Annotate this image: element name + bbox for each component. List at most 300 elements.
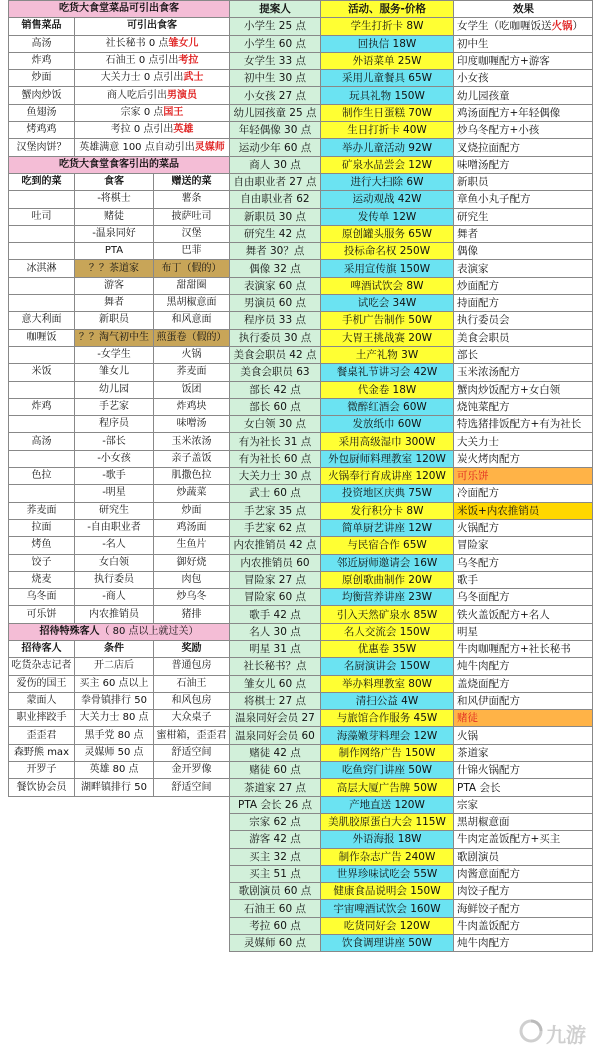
table-cell: 乌冬面配方 bbox=[454, 589, 593, 606]
table-cell: 炸鸡块 bbox=[154, 398, 230, 415]
table-row bbox=[230, 70, 593, 87]
table-cell bbox=[9, 243, 75, 260]
table-cell: 火锅配方 bbox=[454, 519, 593, 536]
table-cell: 考拉 60 点 bbox=[230, 917, 321, 934]
table-cell: 黑胡椒意面 bbox=[454, 813, 593, 830]
table-cell: 研究生 42 点 bbox=[230, 225, 321, 242]
table-cell: 肉饺子配方 bbox=[454, 883, 593, 900]
table-cell: 执行委员会 bbox=[454, 312, 593, 329]
table-cell: 歌手 42 点 bbox=[230, 606, 321, 623]
table-cell: 烤鸡鸡 bbox=[9, 122, 75, 139]
table-cell: 歪歪君 bbox=[9, 727, 75, 744]
table-cell: 拳骨镇排行 50 bbox=[75, 692, 154, 709]
table-row bbox=[230, 710, 593, 727]
table-row bbox=[230, 813, 593, 830]
table-cell: 叉烧拉面配方 bbox=[454, 139, 593, 156]
table-row bbox=[9, 35, 230, 52]
table-cell: 炸鸡 bbox=[9, 52, 75, 69]
table-cell: 吃鱼窍门讲座 50W bbox=[321, 762, 454, 779]
column-header-row bbox=[9, 640, 230, 657]
table-cell: 烤鱼 bbox=[9, 537, 75, 554]
column-header-row bbox=[9, 18, 230, 35]
table-row bbox=[230, 502, 593, 519]
table-cell: 开罗子 bbox=[9, 762, 75, 779]
table-cell: 啤酒试饮会 8W bbox=[321, 277, 454, 294]
highlight-text: 考拉 bbox=[178, 55, 199, 67]
table-cell: 生鱼片 bbox=[154, 537, 230, 554]
table-cell: 鸡汤面 bbox=[154, 519, 230, 536]
table-row bbox=[230, 398, 593, 415]
table-row bbox=[230, 416, 593, 433]
table-row bbox=[230, 519, 593, 536]
table-cell: 食客 bbox=[75, 173, 154, 190]
table-cell: 温泉同好会员 27 bbox=[230, 710, 321, 727]
table-row bbox=[230, 122, 593, 139]
section-title: 吃货大食堂菜品可引出食客 bbox=[9, 1, 230, 18]
table-cell: 年轻偶像 30 点 bbox=[230, 122, 321, 139]
table-cell: 初中生 30 点 bbox=[230, 70, 321, 87]
table-cell: 内农推销员 bbox=[75, 606, 154, 623]
table-cell: 湖畔镇排行 50 bbox=[75, 779, 154, 796]
table-cell: 可乐饼 bbox=[9, 606, 75, 623]
table-cell: 小女孩 bbox=[454, 70, 593, 87]
table-cell: -名人 bbox=[75, 537, 154, 554]
table-cell: 玩具礼物 150W bbox=[321, 87, 454, 104]
table-cell: 小学生 60 点 bbox=[230, 35, 321, 52]
table-cell: 有为社长 31 点 bbox=[230, 433, 321, 450]
highlight-text: 国王 bbox=[163, 106, 184, 118]
table-cell: 荞麦面 bbox=[9, 502, 75, 519]
swirl-logo-icon bbox=[518, 1018, 546, 1049]
table-cell: 外包厨师料理教室 120W bbox=[321, 450, 454, 467]
table-cell: 举办儿童活动 92W bbox=[321, 139, 454, 156]
table-row bbox=[230, 744, 593, 761]
table-cell: 舞者 30？点 bbox=[230, 243, 321, 260]
table-cell: 灵媒师 50 点 bbox=[75, 744, 154, 761]
table-row bbox=[9, 243, 230, 260]
table-row bbox=[230, 156, 593, 173]
table-cell: 大胃王挑战赛 20W bbox=[321, 329, 454, 346]
table-cell: 牛肉盖饭配方 bbox=[454, 917, 593, 934]
table-cell: 名厨演讲会 150W bbox=[321, 658, 454, 675]
table-row bbox=[9, 537, 230, 554]
watermark-text: 九游 bbox=[546, 1023, 586, 1047]
table-row bbox=[230, 208, 593, 225]
table-cell bbox=[75, 35, 230, 52]
table-cell: 蟹肉炒饭配方+女白领 bbox=[454, 381, 593, 398]
table-row bbox=[9, 122, 230, 139]
table-cell: 发传单 12W bbox=[321, 208, 454, 225]
table-cell: 开二店后 bbox=[75, 658, 154, 675]
table-cell: 投标命名权 250W bbox=[321, 243, 454, 260]
table-cell: 御好烧 bbox=[154, 554, 230, 571]
table-row bbox=[230, 779, 593, 796]
table-cell: 引入天然矿泉水 85W bbox=[321, 606, 454, 623]
table-row bbox=[230, 796, 593, 813]
section-title-row bbox=[9, 156, 230, 173]
column-header-row bbox=[9, 173, 230, 190]
table-cell: 烧饨菜配方 bbox=[454, 398, 593, 415]
table-cell: 舞者 bbox=[75, 295, 154, 312]
table-row bbox=[9, 762, 230, 779]
table-cell: 雏女儿 bbox=[75, 364, 154, 381]
table-cell bbox=[9, 485, 75, 502]
table-row bbox=[230, 485, 593, 502]
table-cell: 煎蛋卷（假的） bbox=[154, 329, 230, 346]
table-cell: 米饭+内农推销员 bbox=[454, 502, 593, 519]
table-row bbox=[9, 727, 230, 744]
table-cell: -商人 bbox=[75, 589, 154, 606]
table-cell: 游客 bbox=[75, 277, 154, 294]
table-cell: 采用儿童餐具 65W bbox=[321, 70, 454, 87]
table-cell: -部长 bbox=[75, 433, 154, 450]
table-row bbox=[230, 450, 593, 467]
highlight-text: 武士 bbox=[183, 72, 204, 84]
table-cell: 游客 42 点 bbox=[230, 831, 321, 848]
table-row bbox=[230, 831, 593, 848]
table-cell: 肉包 bbox=[154, 571, 230, 588]
table-row bbox=[230, 295, 593, 312]
table-cell: 幼儿园孩童 25 点 bbox=[230, 104, 321, 121]
table-row bbox=[9, 416, 230, 433]
table-cell: 研究生 bbox=[454, 208, 593, 225]
table-cell: 拉面 bbox=[9, 519, 75, 536]
table-cell: 女白领 bbox=[75, 554, 154, 571]
table-cell: 意大利面 bbox=[9, 312, 75, 329]
table-cell: 冒险家 27 点 bbox=[230, 571, 321, 588]
table-row bbox=[230, 277, 593, 294]
table-row bbox=[9, 675, 230, 692]
table-row bbox=[230, 139, 593, 156]
table-cell: 布丁（假的） bbox=[154, 260, 230, 277]
table-cell: 猪排 bbox=[154, 606, 230, 623]
table-cell: 发放纸巾 60W bbox=[321, 416, 454, 433]
table-row bbox=[230, 468, 593, 485]
table-cell: 舒适空间 bbox=[154, 779, 230, 796]
table-cell: 优惠卷 35W bbox=[321, 640, 454, 657]
table-row bbox=[9, 52, 230, 69]
table-cell: 章鱼小丸子配方 bbox=[454, 191, 593, 208]
left-table bbox=[8, 0, 230, 797]
table-cell: 乌冬面 bbox=[9, 589, 75, 606]
table-cell: 石油王 bbox=[154, 675, 230, 692]
table-row bbox=[9, 485, 230, 502]
table-cell: 赌徒 bbox=[75, 208, 154, 225]
table-cell: -温泉同好 bbox=[75, 225, 154, 242]
table-row bbox=[9, 744, 230, 761]
table-row bbox=[9, 589, 230, 606]
table-cell: 自由职业者 27 点 bbox=[230, 173, 321, 190]
table-row bbox=[9, 398, 230, 415]
table-cell: 汉堡肉饼？ bbox=[9, 139, 75, 156]
table-row bbox=[230, 900, 593, 917]
table-cell: 手艺家 62 点 bbox=[230, 519, 321, 536]
table-row bbox=[9, 519, 230, 536]
table-cell bbox=[9, 416, 75, 433]
table-cell: 外语海报 18W bbox=[321, 831, 454, 848]
table-row bbox=[230, 35, 593, 52]
table-cell: 和风意面 bbox=[154, 312, 230, 329]
table-cell: 内农推销员 42 点 bbox=[230, 537, 321, 554]
table-cell: 金开罗像 bbox=[154, 762, 230, 779]
table-cell: 乌冬配方 bbox=[454, 554, 593, 571]
table-cell: 制作杂志广告 240W bbox=[321, 848, 454, 865]
table-cell: 饺子 bbox=[9, 554, 75, 571]
table-cell: 新职员 bbox=[75, 312, 154, 329]
table-cell: 炖牛肉配方 bbox=[454, 935, 593, 952]
table-cell: 味噌汤 bbox=[154, 416, 230, 433]
table-cell: 大众桌子 bbox=[154, 710, 230, 727]
table-cell: 美食会职员 63 bbox=[230, 364, 321, 381]
table-row bbox=[230, 554, 593, 571]
table-cell: 销售菜品 bbox=[9, 18, 75, 35]
table-cell: 表演家 bbox=[454, 260, 593, 277]
highlight-text: 雏女儿 bbox=[168, 37, 199, 49]
table-cell: 蒙面人 bbox=[9, 692, 75, 709]
table-cell: 新职员 bbox=[454, 173, 593, 190]
table-cell: 原创罐头服务 65W bbox=[321, 225, 454, 242]
table-cell: 歌手 bbox=[454, 571, 593, 588]
table-cell: ？？茶道家 bbox=[75, 260, 154, 277]
table-row bbox=[230, 606, 593, 623]
table-cell: 世界珍味试吃会 55W bbox=[321, 865, 454, 882]
table-cell: 职业摔跤手 bbox=[9, 710, 75, 727]
table-cell: 明星 31 点 bbox=[230, 640, 321, 657]
table-row bbox=[9, 104, 230, 121]
table-cell: 宇宙啤酒试饮会 160W bbox=[321, 900, 454, 917]
table-cell: 条件 bbox=[75, 640, 154, 657]
table-cell: 制作生日蛋糕 70W bbox=[321, 104, 454, 121]
table-cell: 制作网络广告 150W bbox=[321, 744, 454, 761]
table-cell: 女学生（吃咖喱饭送火锅） bbox=[454, 18, 593, 35]
table-row bbox=[230, 727, 593, 744]
table-cell: 炒乌冬配方+小孩 bbox=[454, 122, 593, 139]
table-cell: 冒险家 bbox=[454, 537, 593, 554]
table-cell: 餐饮协会员 bbox=[9, 779, 75, 796]
table-cell: 男演员 60 点 bbox=[230, 295, 321, 312]
table-cell: 和风包房 bbox=[154, 692, 230, 709]
highlight-text: 灵媒师 bbox=[194, 141, 225, 153]
table-cell: 巴菲 bbox=[154, 243, 230, 260]
table-cell: 活动、服务-价格 bbox=[321, 1, 454, 18]
table-cell: 试吃会 34W bbox=[321, 295, 454, 312]
table-cell: 鸡汤面配方+年轻偶像 bbox=[454, 104, 593, 121]
table-cell: 内农推销员 60 bbox=[230, 554, 321, 571]
table-cell: 饮食调理讲座 50W bbox=[321, 935, 454, 952]
table-row bbox=[230, 18, 593, 35]
table-cell: 火锅 bbox=[154, 346, 230, 363]
table-cell: PTA 会长 bbox=[454, 779, 593, 796]
table-cell: 吃货同好会 120W bbox=[321, 917, 454, 934]
table-row bbox=[230, 692, 593, 709]
table-cell: 与旅馆合作服务 45W bbox=[321, 710, 454, 727]
table-row bbox=[230, 675, 593, 692]
table-cell: 偶像 32 点 bbox=[230, 260, 321, 277]
table-cell: 美食会职员 42 点 bbox=[230, 346, 321, 363]
table-cell: 咖喱饭 bbox=[9, 329, 75, 346]
table-cell: 与民宿合作 65W bbox=[321, 537, 454, 554]
table-cell: 产地直送 120W bbox=[321, 796, 454, 813]
table-row bbox=[230, 104, 593, 121]
table-cell: 炭火烤肉配方 bbox=[454, 450, 593, 467]
table-cell: 健康食品说明会 150W bbox=[321, 883, 454, 900]
table-row bbox=[230, 589, 593, 606]
table-cell: 米饭 bbox=[9, 364, 75, 381]
table-cell: 土产礼物 3W bbox=[321, 346, 454, 363]
section-title-note: （ 80 点以上就过关） bbox=[99, 625, 199, 637]
table-cell: 海鲜饺子配方 bbox=[454, 900, 593, 917]
table-cell: 运动观战 42W bbox=[321, 191, 454, 208]
table-cell: ？？淘气初中生 bbox=[75, 329, 154, 346]
table-cell bbox=[75, 52, 230, 69]
table-cell: 回执信 18W bbox=[321, 35, 454, 52]
table-cell: 买主 51 点 bbox=[230, 865, 321, 882]
table-row bbox=[230, 640, 593, 657]
table-cell: 外语菜单 25W bbox=[321, 52, 454, 69]
table-cell: 蟹肉炒饭 bbox=[9, 87, 75, 104]
highlight-text: 火锅 bbox=[551, 20, 573, 33]
table-cell: 歌剧演员 60 点 bbox=[230, 883, 321, 900]
table-cell: 高汤 bbox=[9, 35, 75, 52]
table-cell: 大关力士 30 点 bbox=[230, 468, 321, 485]
table-row bbox=[230, 917, 593, 934]
cell-text: 商人吃后引出 bbox=[107, 89, 168, 101]
table-cell: 牛肉咖喱配方+社长秘书 bbox=[454, 640, 593, 657]
table-row bbox=[9, 554, 230, 571]
table-cell: 饭团 bbox=[154, 381, 230, 398]
table-cell: 研究生 bbox=[75, 502, 154, 519]
table-cell: 奖励 bbox=[154, 640, 230, 657]
table-cell: -小女孩 bbox=[75, 450, 154, 467]
table-cell: 手机广告制作 50W bbox=[321, 312, 454, 329]
table-row bbox=[9, 502, 230, 519]
table-cell: 肉酱意面配方 bbox=[454, 865, 593, 882]
table-row bbox=[230, 762, 593, 779]
table-cell: 森野熊 max bbox=[9, 744, 75, 761]
table-cell: 海藻嫩芽料理会 12W bbox=[321, 727, 454, 744]
table-cell: 和风伊面配方 bbox=[454, 692, 593, 709]
section-title bbox=[9, 623, 230, 640]
table-cell: 自由职业者 62 bbox=[230, 191, 321, 208]
table-cell: 部长 60 点 bbox=[230, 398, 321, 415]
table-cell: 炒面 bbox=[154, 502, 230, 519]
table-cell: 吐司 bbox=[9, 208, 75, 225]
table-cell: 肌撒色拉 bbox=[154, 468, 230, 485]
table-cell bbox=[9, 450, 75, 467]
table-cell: 薯条 bbox=[154, 191, 230, 208]
table-cell: 采用宣传旗 150W bbox=[321, 260, 454, 277]
table-cell: PTA bbox=[75, 243, 154, 260]
table-cell: 投资地区庆典 75W bbox=[321, 485, 454, 502]
table-row bbox=[230, 87, 593, 104]
table-cell: 简单厨艺讲座 12W bbox=[321, 519, 454, 536]
table-cell: 大关力士 bbox=[454, 433, 593, 450]
table-cell: 采用高级湿巾 300W bbox=[321, 433, 454, 450]
table-cell bbox=[75, 70, 230, 87]
table-row bbox=[230, 848, 593, 865]
table-cell: 大关力士 80 点 bbox=[75, 710, 154, 727]
section-title-text: 招待特殊客人 bbox=[39, 625, 100, 637]
table-cell: 矿泉水品尝会 12W bbox=[321, 156, 454, 173]
table-cell: 邻近厨师邀请会 16W bbox=[321, 554, 454, 571]
table-cell: 舒适空间 bbox=[154, 744, 230, 761]
table-cell: 披萨吐司 bbox=[154, 208, 230, 225]
table-row bbox=[9, 70, 230, 87]
table-cell: 持面配方 bbox=[454, 295, 593, 312]
table-cell: 执行委员 bbox=[75, 571, 154, 588]
cell-text: 大关力士 0 点引出 bbox=[100, 72, 184, 84]
table-cell: 招待客人 bbox=[9, 640, 75, 657]
table-cell: 雏女儿 60 点 bbox=[230, 675, 321, 692]
table-cell: 手艺家 35 点 bbox=[230, 502, 321, 519]
table-row bbox=[9, 225, 230, 242]
table-cell: 灵媒师 60 点 bbox=[230, 935, 321, 952]
table-cell bbox=[9, 277, 75, 294]
table-row bbox=[230, 658, 593, 675]
cell-text: 英雄满意 100 点自动引出 bbox=[79, 141, 195, 153]
table-cell: 名人交流会 150W bbox=[321, 623, 454, 640]
highlight-text: 男演员 bbox=[167, 89, 198, 101]
table-row bbox=[9, 295, 230, 312]
table-cell: PTA 会长 26 点 bbox=[230, 796, 321, 813]
table-cell: 吃货杂志记者 bbox=[9, 658, 75, 675]
table-cell: 清扫公益 4W bbox=[321, 692, 454, 709]
table-cell: 亲子盖饭 bbox=[154, 450, 230, 467]
table-cell: 初中生 bbox=[454, 35, 593, 52]
table-cell: 烧麦 bbox=[9, 571, 75, 588]
table-row bbox=[9, 191, 230, 208]
section-title-row bbox=[9, 1, 230, 18]
table-cell: 印度咖喱配方+游客 bbox=[454, 52, 593, 69]
table-cell: 茶道家 27 点 bbox=[230, 779, 321, 796]
table-row bbox=[9, 346, 230, 363]
table-cell: -歌手 bbox=[75, 468, 154, 485]
table-cell: 社长秘书？点 bbox=[230, 658, 321, 675]
table-row bbox=[9, 779, 230, 796]
table-cell bbox=[9, 346, 75, 363]
table-cell: 舞者 bbox=[454, 225, 593, 242]
table-row bbox=[9, 329, 230, 346]
table-cell: 味噌汤配方 bbox=[454, 156, 593, 173]
table-cell: 温泉同好会员 60 bbox=[230, 727, 321, 744]
table-cell: 什锦火锅配方 bbox=[454, 762, 593, 779]
table-cell: 火锅奉行育成讲座 120W bbox=[321, 468, 454, 485]
table-row bbox=[9, 710, 230, 727]
table-cell: 爱伤的国王 bbox=[9, 675, 75, 692]
table-row bbox=[9, 658, 230, 675]
table-cell: 小学生 25 点 bbox=[230, 18, 321, 35]
table-cell: 新职员 30 点 bbox=[230, 208, 321, 225]
table-cell: 女白领 30 点 bbox=[230, 416, 321, 433]
table-cell: 微醉红酒会 60W bbox=[321, 398, 454, 415]
table-cell: 英雄 80 点 bbox=[75, 762, 154, 779]
table-cell: 原创歌曲制作 20W bbox=[321, 571, 454, 588]
table-cell: 进行大扫除 6W bbox=[321, 173, 454, 190]
table-cell: -女学生 bbox=[75, 346, 154, 363]
table-cell: 武士 60 点 bbox=[230, 485, 321, 502]
table-row bbox=[230, 537, 593, 554]
table-cell: 餐桌礼节讲习会 42W bbox=[321, 364, 454, 381]
table-cell: 明星 bbox=[454, 623, 593, 640]
table-cell: 幼儿园 bbox=[75, 381, 154, 398]
table-cell bbox=[9, 381, 75, 398]
table-cell: 可引出食客 bbox=[75, 18, 230, 35]
table-cell: 手艺家 bbox=[75, 398, 154, 415]
table-cell: 歌剧演员 bbox=[454, 848, 593, 865]
table-cell: 牛肉定盖饭配方+买主 bbox=[454, 831, 593, 848]
cell-text: 社长秘书 0 点 bbox=[105, 37, 169, 49]
table-cell bbox=[75, 122, 230, 139]
